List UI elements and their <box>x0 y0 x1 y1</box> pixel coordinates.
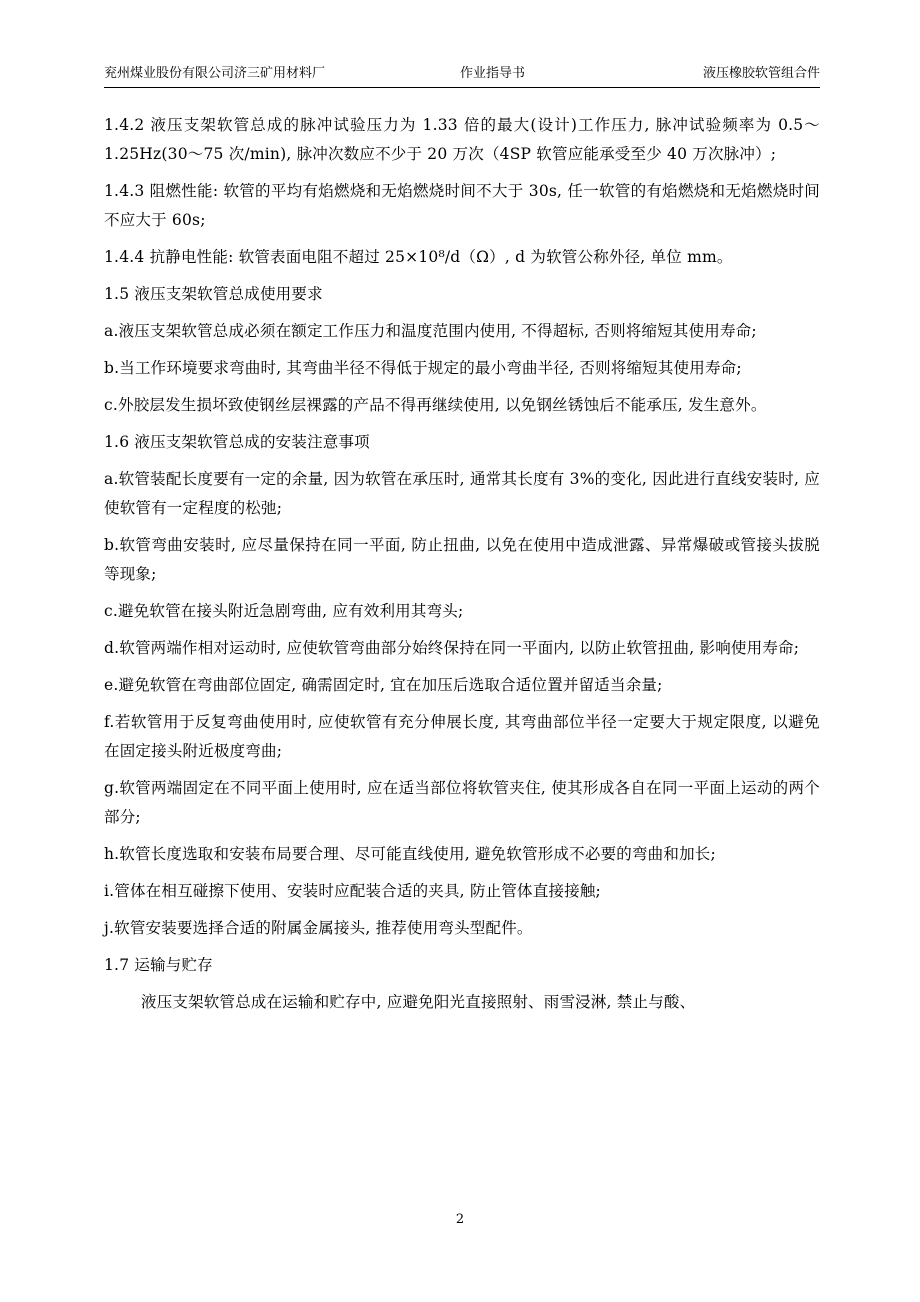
item-1-6-a: a.软管装配长度要有一定的余量, 因为软管在承压时, 通常其长度有 3%的变化, 因此进行直线安装时, 应使软管有一定程度的松弛; <box>104 470 820 517</box>
item-1-6-f: f.若软管用于反复弯曲使用时, 应使软管有充分伸展长度, 其弯曲部位半径一定要大于规定限度, 以避免在固定接头附近极度弯曲; <box>104 713 820 760</box>
item-1-6-g: g.软管两端固定在不同平面上使用时, 应在适当部位将软管夹住, 使其形成各自在同一平面上运动的两个部分; <box>104 779 820 826</box>
item-1-6-b: b.软管弯曲安装时, 应尽量保持在同一平面, 防止扭曲, 以免在使用中造成泄露、异常爆破或管接头拔脱等现象; <box>104 536 820 583</box>
document-body <box>104 111 820 1025</box>
page-header <box>104 62 820 86</box>
item-1-5-b: b.当工作环境要求弯曲时, 其弯曲半径不得低于规定的最小弯曲半径, 否则将缩短其使用寿命; <box>104 359 742 377</box>
section-heading-1-7: 1.7 运输与贮存 <box>104 956 213 974</box>
header-product: 液压橡胶软管组合件 <box>702 66 820 81</box>
clause-1-4-3: 1.4.3 阻燃性能: 软管的平均有焰燃烧和无焰燃烧时间不大于 30s, 任一软管的有焰燃烧和无焰燃烧时间不应大于 60s; <box>104 182 820 229</box>
clause-1-4-2: 1.4.2 液压支架软管总成的脉冲试验压力为 1.33 倍的最大(设计)工作压力, 脉冲试验频率为 0.5～1.25Hz(30～75 次/min), 脉冲次数应不少于 20 万次（4SP 软管应能承受至少 40 万次脉冲）; <box>104 116 820 163</box>
item-1-5-c: c.外胶层发生损坏致使钢丝层裸露的产品不得再继续使用, 以免钢丝锈蚀后不能承压, 发生意外。 <box>104 396 767 414</box>
paragraph-1-7-body: 液压支架软管总成在运输和贮存中, 应避免阳光直接照射、雨雪浸淋, 禁止与酸、 <box>141 993 696 1011</box>
clause-1-4-4: 1.4.4 抗静电性能: 软管表面电阻不超过 25×10⁸/d（Ω）, d 为软管公称外径, 单位 mm。 <box>104 248 733 266</box>
section-heading-1-6: 1.6 液压支架软管总成的安装注意事项 <box>104 433 370 451</box>
item-1-6-i: i.管体在相互碰擦下使用、安装时应配装合适的夹具, 防止管体直接接触; <box>104 882 601 900</box>
header-company: 兖州煤业股份有限公司济三矿用材料厂 <box>104 66 326 81</box>
item-1-6-d: d.软管两端作相对运动时, 应使软管弯曲部分始终保持在同一平面内, 以防止软管扭曲, 影响使用寿命; <box>104 639 800 657</box>
item-1-5-a: a.液压支架软管总成必须在额定工作压力和温度范围内使用, 不得超标, 否则将缩短其使用寿命; <box>104 322 757 340</box>
header-rule <box>104 87 820 88</box>
header-doc-type: 作业指导书 <box>460 66 526 81</box>
page-number: 2 <box>455 1212 465 1227</box>
item-1-6-c: c.避免软管在接头附近急剧弯曲, 应有效利用其弯头; <box>104 602 464 620</box>
item-1-6-j: j.软管安装要选择合适的附属金属接头, 推荐使用弯头型配件。 <box>104 919 533 937</box>
section-heading-1-5: 1.5 液压支架软管总成使用要求 <box>104 285 323 303</box>
item-1-6-h: h.软管长度选取和安装布局要合理、尽可能直线使用, 避免软管形成不必要的弯曲和加长; <box>104 845 716 863</box>
item-1-6-e: e.避免软管在弯曲部位固定, 确需固定时, 宜在加压后选取合适位置并留适当余量; <box>104 676 663 694</box>
